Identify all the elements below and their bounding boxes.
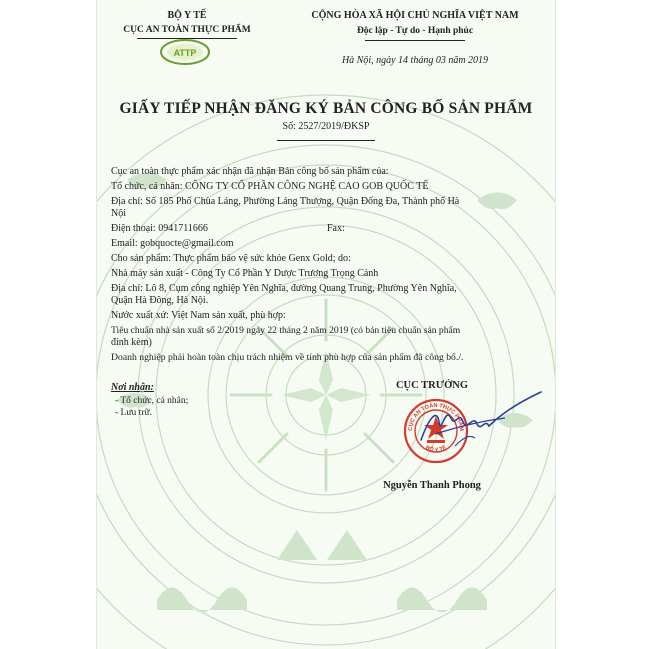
manufacturer-line: Nhà máy sản xuất - Công Ty Cổ Phần Y Dược Trương Trọng Cảnh (111, 268, 379, 279)
recipient-item: - Tổ chức, cá nhân; (115, 396, 189, 406)
seal-text: CỤC AN TOÀN THỰC PHẨM (407, 402, 465, 432)
address-line-1: Địa chỉ: Số 185 Phố Chùa Láng, Phường Láng Thượng, Quận Đống Đa, Thành phố Hà (111, 196, 460, 207)
manufacturer-address-1: Địa chỉ: Lô 8, Cụm công nghiệp Yên Nghĩa, đường Quang Trung, Phường Yên Nghĩa, (111, 283, 457, 294)
address-line-2: Nội (111, 208, 126, 219)
title-underline (277, 140, 375, 141)
fax-line: Fax: (327, 223, 345, 234)
phone-line: Điện thoại: 0941711666 (111, 223, 208, 234)
document-number: Số: 2527/2019/ĐKSP (282, 121, 370, 132)
certificate-document (96, 0, 556, 649)
place-date: Hà Nội, ngày 14 tháng 03 năm 2019 (341, 55, 489, 66)
seal-top-text: BỘ Y TẾ (424, 445, 448, 454)
signatory-name: Nguyễn Thanh Phong (383, 480, 481, 491)
ministry-name: BỘ Y TẾ (167, 10, 207, 21)
standard-line-1: Tiêu chuẩn nhà sản xuất số 2/2019 ngày 22 tháng 2 năm 2019 (có bản tiêu chuẩn sản phẩm (111, 325, 461, 336)
email-line: Email: gobquocte@gmail.com (111, 238, 234, 249)
recipients-heading: Nơi nhận: (111, 382, 154, 393)
recipient-item: - Lưu trữ. (115, 408, 152, 418)
motto-underline (365, 40, 465, 41)
country-name: CỘNG HÒA XÃ HỘI CHỦ NGHĨA VIỆT NAM (311, 10, 519, 21)
handwritten-signature (415, 388, 545, 458)
agency-name: CỤC AN TOÀN THỰC PHẨM (123, 25, 251, 35)
intro-line: Cục an toàn thực phẩm xác nhận đã nhận Bản công bố sản phẩm của: (111, 166, 389, 177)
manufacturer-address-2: Quận Hà Đông, Hà Nội. (111, 295, 209, 306)
product-line: Cho sản phẩm: Thực phẩm bảo vệ sức khỏe Genx Gold; do: (111, 253, 351, 264)
document-title: GIẤY TIẾP NHẬN ĐĂNG KÝ BẢN CÔNG BỐ SẢN PHẨM (119, 100, 533, 117)
organization-line: Tổ chức, cá nhân: CÔNG TY CỔ PHẦN CÔNG NGHỆ CAO GOB QUỐC TẾ (111, 181, 429, 192)
responsibility-line: Doanh nghiệp phải hoàn toàn chịu trách nhiệm về tính phù hợp của sản phẩm đã công bố./. (111, 352, 464, 363)
standard-line-2: đính kèm) (111, 337, 152, 348)
signatory-title: CỤC TRƯỞNG (395, 380, 469, 391)
logo-text: ATTP (173, 48, 197, 58)
food-safety-logo-icon (159, 38, 211, 66)
origin-line: Nước xuất xứ: Việt Nam sản xuất, phù hợp: (111, 310, 286, 321)
national-motto: Độc lập - Tự do - Hạnh phúc (356, 26, 474, 36)
